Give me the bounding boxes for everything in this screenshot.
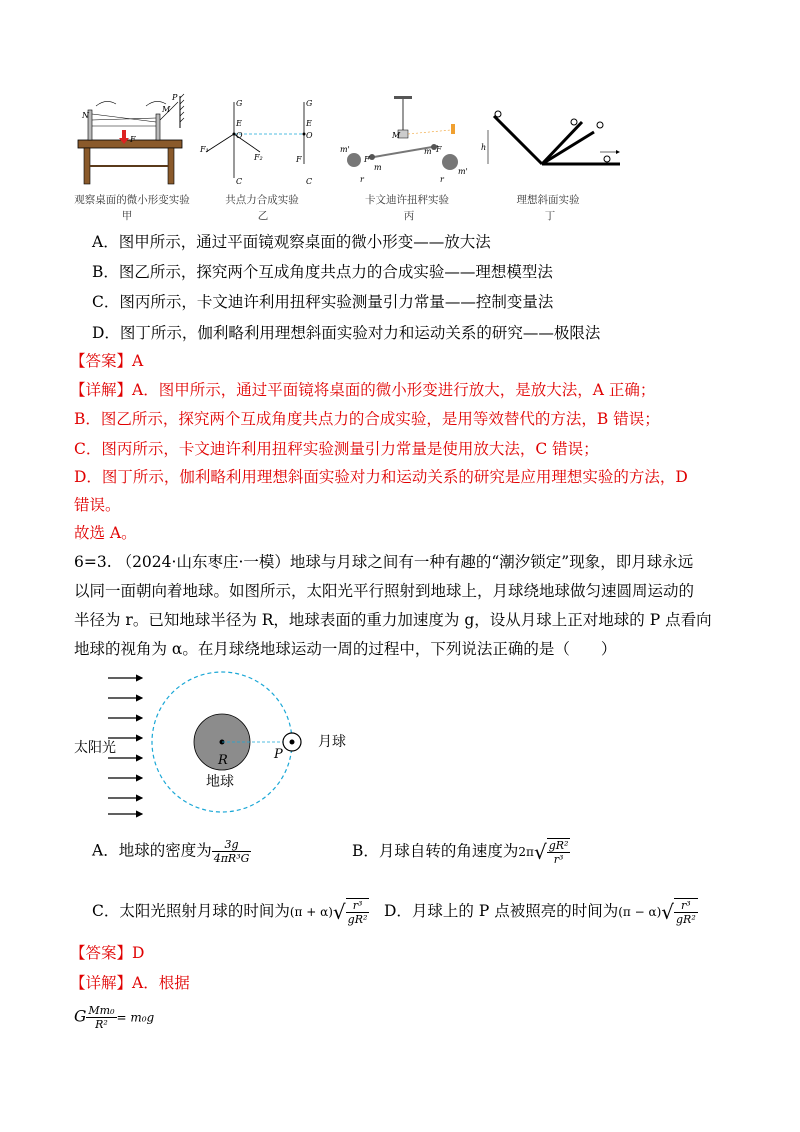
q6-option-b-coef: 2π [518, 845, 534, 859]
q5-detail-line-1: 【详解】A．图甲所示，通过平面镜将桌面的微小形变进行放大，是放大法，A 正确； [70, 381, 656, 399]
q6-stem-line-1: 6=3. （2024·山东枣庄·一模）地球与月球之间有一种有趣的“潮汐锁定”现象，即月球永远 [74, 553, 694, 571]
label-R: R [218, 753, 228, 768]
sunlight-label: 太阳光 [74, 740, 116, 756]
q6-answer: 【答案】D [70, 944, 145, 962]
label-G2: G [306, 99, 313, 108]
q6-option-d-num: r³ [674, 899, 698, 913]
label-M: M [392, 131, 401, 140]
q6-option-c-sqrt: √ $\frac{\text{r³}}{\text{gR²}}$ [332, 899, 368, 926]
q5-option-d: D．图丁所示，伽利略利用理想斜面实验对力和运动关系的研究——极限法 [92, 324, 601, 342]
q5-detail-line-3: C．图丙所示，卡文迪许利用扭秤实验测量引力常量是使用放大法，C 错误； [74, 440, 599, 458]
figure-ding-diagram [480, 108, 624, 172]
label-N: N [82, 111, 89, 120]
figure-ding-caption: 理想斜面实验 [516, 194, 580, 206]
q5-answer: 【答案】A [70, 352, 144, 370]
label-F: F [296, 155, 302, 164]
q6-stem-line-4: 地球的视角为 α。在月球绕地球运动一周的过程中，下列说法正确的是（ ） [74, 640, 617, 658]
figure-ding-sub: 丁 [544, 210, 556, 222]
q6-option-d-coef: (π − α) [618, 905, 662, 919]
q6-earth-moon-diagram [74, 668, 374, 828]
figure-bing-sub: 丙 [403, 210, 415, 222]
eq-num: Mm₀ [88, 1004, 115, 1017]
figure-yi-diagram [196, 94, 332, 188]
label-F-right: F [436, 145, 442, 154]
q6-option-d-den: gR² [676, 913, 696, 926]
q6-option-c-num: r³ [346, 899, 370, 913]
figure-bing-diagram [338, 90, 470, 188]
q6-detail: 【详解】A．根据 [70, 974, 190, 992]
q6-option-b-num: gR² [548, 839, 569, 852]
q6-option-b-text: B．月球自转的角速度为 [352, 842, 519, 860]
label-F2: F₂ [254, 153, 263, 162]
label-mprime-right: m' [458, 167, 468, 176]
q5-detail-line-4: D．图丁所示，伽利略利用理想斜面实验对力和运动关系的研究是应用理想实验的方法，D [74, 468, 688, 486]
label-E2: E [306, 119, 312, 128]
q6-option-c-coef: (π + α) [289, 905, 333, 919]
q6-option-b [352, 838, 570, 866]
q6-option-a [92, 838, 251, 865]
q6-stem-line-3: 半径为 r。已知地球半径为 R，地球表面的重力加速度为 g，设从月球上正对地球的 P 点看向 [74, 611, 712, 629]
figure-yi-caption: 共点力合成实验 [225, 194, 299, 206]
q6-option-a-fraction [212, 838, 252, 865]
q6-option-b-sqrt: √ $\frac{\text{gR²}}{\text{r³}}$ [533, 839, 569, 866]
q5-detail-line-2: B．图乙所示，探究两个互成角度共点力的合成实验，是用等效替代的方法，B 错误； [74, 410, 660, 428]
q6-option-c-text: C．太阳光照射月球的时间为 [92, 902, 290, 920]
label-r-right: r [440, 175, 444, 184]
q6-option-d-sqrt: √ $\frac{\text{r³}}{\text{gR²}}$ [661, 899, 696, 926]
q6-equation [74, 1004, 154, 1031]
q5-option-c: C．图丙所示，卡文迪许利用扭秤实验测量引力常量——控制变量法 [92, 293, 554, 311]
q6-option-a-text: A．地球的密度为 [92, 841, 212, 860]
label-F-left: F [364, 155, 370, 164]
label-r-left: r [360, 175, 364, 184]
figure-jia-diagram [76, 88, 188, 188]
q6-option-c [92, 898, 369, 926]
label-O1: O [236, 131, 243, 140]
eq-den: R² [95, 1018, 108, 1031]
earth-label: 地球 [206, 774, 234, 790]
label-C1: C [236, 177, 243, 186]
label-h: h [481, 143, 487, 152]
q6-option-c-den: gR² [347, 913, 368, 926]
q5-option-a: A．图甲所示，通过平面镜观察桌面的微小形变——放大法 [92, 233, 491, 251]
label-F1: F₁ [200, 145, 209, 154]
q5-conclusion: 故选 A。 [74, 524, 137, 542]
figure-yi-sub: 乙 [257, 210, 269, 222]
eq-fraction [86, 1004, 116, 1031]
label-M: M [162, 105, 171, 114]
figure-jia-sub: 甲 [121, 210, 133, 222]
q6-stem-line-2: 以同一面朝向着地球。如图所示，太阳光平行照射到地球上，月球绕地球做匀速圆周运动的 [74, 582, 695, 600]
q6-option-a-den: 4πR³G [213, 852, 250, 865]
label-mprime-left: m' [340, 145, 350, 154]
label-m-left: m [374, 163, 382, 172]
q6-option-d-text: D．月球上的 P 点被照亮的时间为 [384, 902, 619, 920]
label-F: F [130, 135, 136, 144]
q6-option-d [384, 898, 698, 926]
figure-jia-caption: 观察桌面的微小形变实验 [74, 194, 190, 206]
figure-bing-caption: 卡文迪许扭秤实验 [365, 194, 449, 206]
eq-rhs: = m₀g [116, 1010, 155, 1025]
label-P: P [274, 747, 283, 762]
label-E1: E [236, 119, 242, 128]
moon-label: 月球 [318, 734, 346, 750]
label-m-right: m [424, 147, 432, 156]
label-O2: O [306, 131, 313, 140]
q6-option-b-den: r³ [553, 853, 564, 866]
q5-detail-line-5: 错误。 [74, 496, 121, 514]
q6-option-a-num: 3g [212, 838, 252, 852]
label-P: P [172, 93, 178, 102]
q5-option-b: B．图乙所示，探究两个互成角度共点力的合成实验——理想模型法 [92, 263, 553, 281]
label-G1: G [236, 99, 243, 108]
eq-G: G [74, 1007, 87, 1026]
label-C2: C [306, 177, 313, 186]
